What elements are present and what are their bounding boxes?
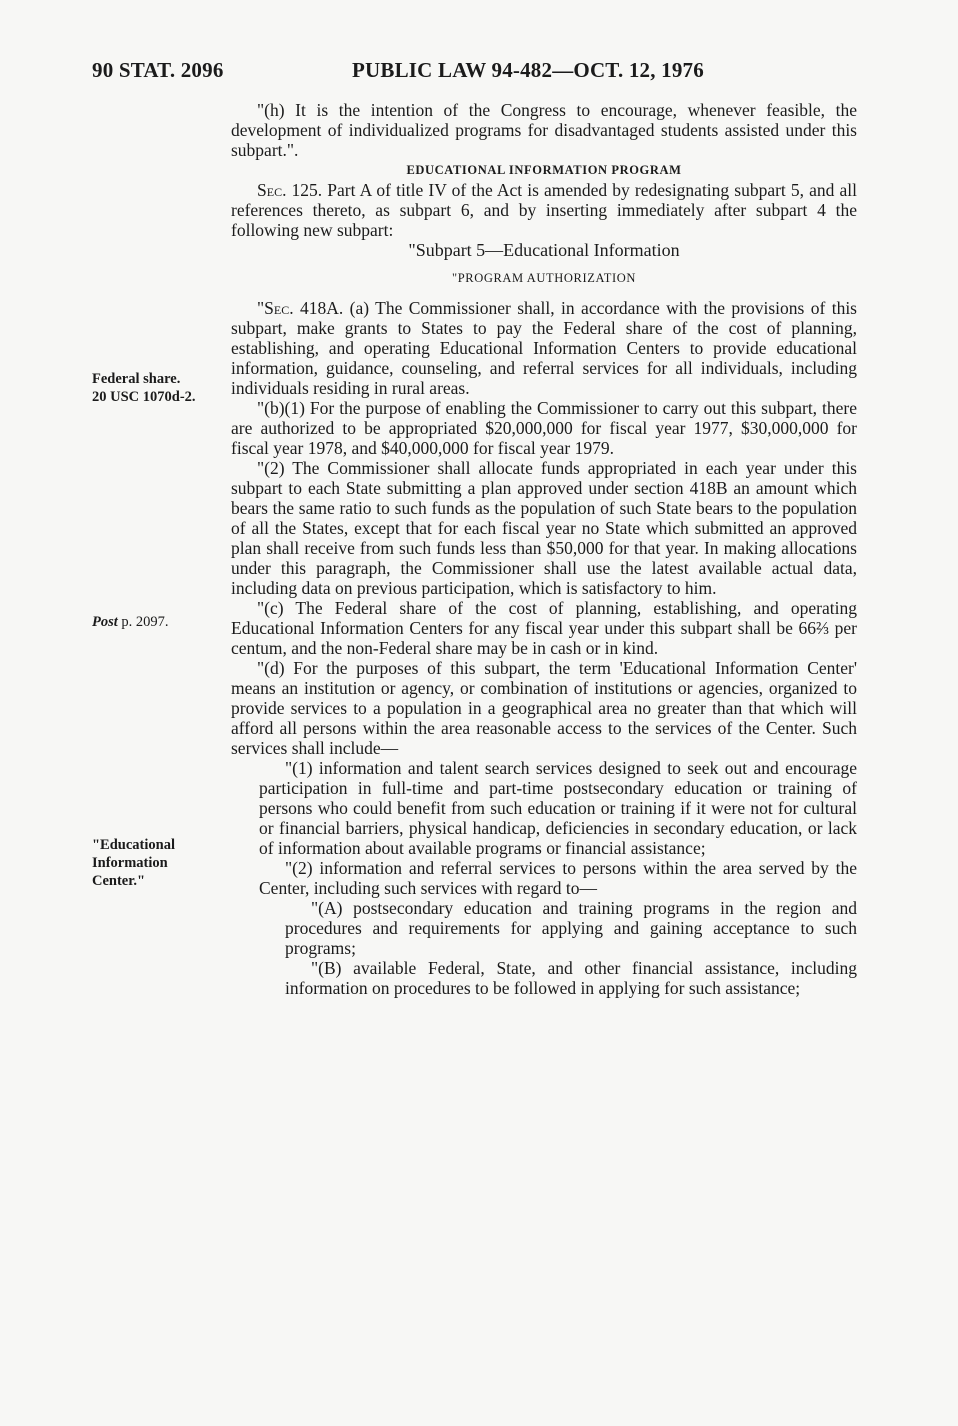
- caption-educational-information-program: EDUCATIONAL INFORMATION PROGRAM: [406, 163, 682, 177]
- margin-note-definition-line3: Center.": [92, 873, 146, 889]
- item-2: "(2) information and referral services to persons within the area served by the Center, including such services with regard to—: [259, 858, 857, 898]
- margin-note-definition-line1: "Educational: [92, 837, 175, 853]
- statute-page-number: 90 STAT. 2096: [92, 58, 224, 82]
- item-A: "(A) postsecondary education and training programs in the region and procedures and requirements for applying and gaining acceptance to such programs;: [285, 898, 857, 958]
- paragraph-d: "(d) For the purposes of this subpart, the term 'Educational Information Center' means an institution or agency, or combination of institutions or agencies, organized to provide services to a population in a geographical area no greater than that which will afford all persons within the area reasonable access to the services of the Center. Such services shall include—: [231, 658, 857, 758]
- margin-note-federal-share: [92, 370, 217, 406]
- margin-note-definition: [92, 836, 217, 890]
- paragraph-h: "(h) It is the intention of the Congress to encourage, whenever feasible, the development of individualized programs for disadvantaged students assisted under this subpart.".: [231, 100, 857, 160]
- page-header: [92, 50, 932, 90]
- section-418a-label: "Sec. 418A.: [257, 298, 344, 318]
- subpart-5-heading: "Subpart 5—Educational Information: [408, 240, 680, 260]
- margin-note-usc-citation: 20 USC 1070d-2.: [92, 389, 196, 405]
- margin-note-post-italic: Post: [92, 614, 118, 630]
- margin-note-post-reference: [92, 613, 217, 631]
- section-125-label: Sec. 125.: [257, 180, 323, 200]
- section-125-text: Part A of title IV of the Act is amended by redesignating subpart 5, and all references thereto, as subpart 6, and by inserting immediately after subpart 4 the following new subpart:: [231, 180, 857, 240]
- margin-note-post-page: p. 2097.: [117, 614, 169, 630]
- paragraph-b2: "(2) The Commissioner shall allocate funds appropriated in each year under this subpart to each State submitting a plan approved under section 418B an amount which bears the same ratio to such funds as the population of such State bears to the population of all the States, except that for each fiscal year no State which submitted an approved plan shall receive from such funds less than $50,000 for that year. In making allocations under this paragraph, the Commissioner shall use the latest available actual data, including data on previous participation, which is satisfactory to him.: [231, 458, 857, 598]
- public-law-title: PUBLIC LAW 94-482—OCT. 12, 1976: [352, 58, 704, 82]
- margin-note-definition-line2: Information: [92, 855, 168, 871]
- section-418a-text: (a) The Commissioner shall, in accordance with the provisions of this subpart, make grants to States to pay the Federal share of the cost of planning, establishing, and operating Educational Information Centers to provide educational information, guidance, counseling, and referral services for all individuals, including individuals residing in rural areas.: [231, 298, 857, 398]
- section-125: [231, 180, 857, 240]
- section-418a-a: [231, 298, 857, 398]
- margin-note-federal-share-label: Federal share.: [92, 371, 181, 387]
- caption-program-authorization: "PROGRAM AUTHORIZATION: [452, 271, 636, 285]
- item-B: "(B) available Federal, State, and other financial assistance, including information on procedures to be followed in applying for such assistance;: [285, 958, 857, 998]
- paragraph-c: "(c) The Federal share of the cost of planning, establishing, and operating Educational Information Centers for any fiscal year under this subpart shall be 66⅔ per centum, and the non-Federal share may be in cash or in kind.: [231, 598, 857, 658]
- paragraph-b1: "(b)(1) For the purpose of enabling the Commissioner to carry out this subpart, there are authorized to be appropriated $20,000,000 for fiscal year 1977, $30,000,000 for fiscal year 1978, and $40,000,000 for fiscal year 1979.: [231, 398, 857, 458]
- statute-body: [231, 100, 857, 998]
- item-1: "(1) information and talent search services designed to seek out and encourage participation in full-time and part-time postsecondary education or training of persons who could benefit from such education or training if it were not for cultural or financial barriers, physical handicap, deficiencies in secondary education, or lack of information about available programs or financial assistance;: [259, 758, 857, 858]
